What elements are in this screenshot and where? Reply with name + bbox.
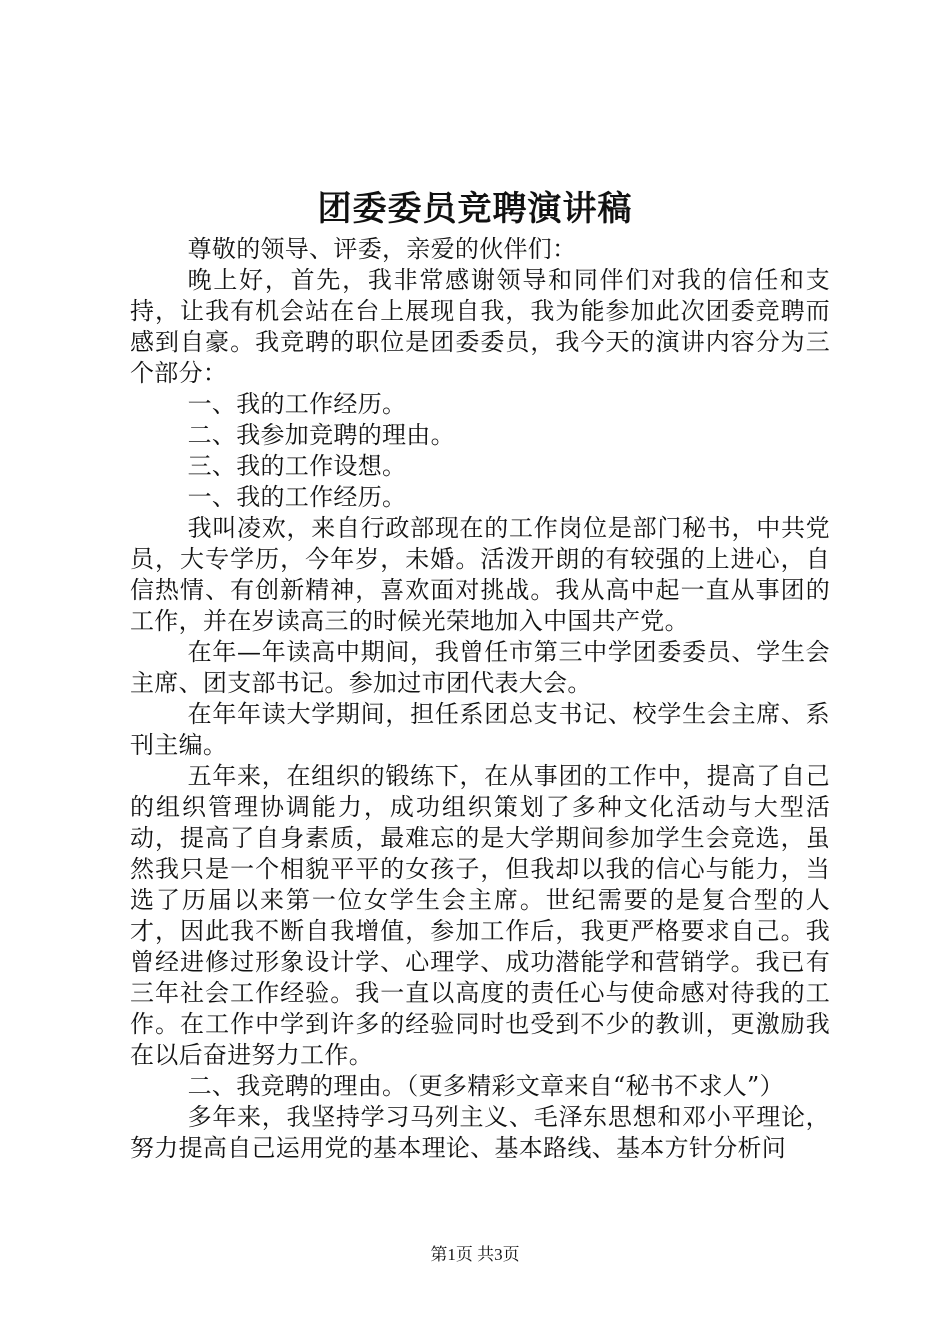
paragraph: 五年来，在组织的锻练下，在从事团的工作中，提高了自己的组织管理协调能力，成功组织策划了多种文化活动与大型活动，提高了自身素质，最难忘的是大学期间参加学生会竞选，虽然我只是一个相貌平平的女孩子，但我却以我的信心与能力，当选了历届以来第一位女学生会主席。世纪需要的是复合型的人才，因此我不断自我增值，参加工作后，我更严格要求自己。我曾经进修过形象设计学、心理学、成功潜能学和营销学。我已有三年社会工作经验。我一直以高度的责任心与使命感对待我的工作。在工作中学到许多的经验同时也受到不少的教训，更激励我在以后奋进努力工作。 [130, 762, 830, 1069]
paragraph: 多年来，我坚持学习马列主义、毛泽东思想和邓小平理论，努力提高自己运用党的基本理论、基本路线、基本方针分析问 [130, 1103, 830, 1162]
section-heading: 二、我竞聘的理由。（更多精彩文章来自“秘书不求人”） [187, 1072, 784, 1100]
paragraph-outline-item: 三、我的工作设想。 [187, 452, 407, 480]
paragraph: 在年年读大学期间，担任系团总支书记、校学生会主席、系刊主编。 [130, 700, 830, 759]
section-heading: 一、我的工作经历。 [187, 483, 407, 511]
paragraph-outline-item: 一、我的工作经历。 [187, 390, 407, 418]
paragraph: 我叫凌欢，来自行政部现在的工作岗位是部门秘书，中共党员，大专学历，今年岁，未婚。活泼开朗的有较强的上进心，自信热情、有创新精神，喜欢面对挑战。我从高中起一直从事团的工作，并在岁读高三的时候光荣地加入中国共产党。 [130, 514, 830, 635]
paragraph: 在年—年读高中期间，我曾任市第三中学团委委员、学生会主席、团支部书记。参加过市团代表大会。 [130, 638, 830, 697]
paragraph: 晚上好，首先，我非常感谢领导和同伴们对我的信任和支持，让我有机会站在台上展现自我，我为能参加此次团委竞聘而感到自豪。我竞聘的职位是团委委员，我今天的演讲内容分为三个部分： [130, 266, 830, 387]
document-title: 团委委员竞聘演讲稿 [317, 189, 633, 229]
paragraph-salutation: 尊敬的领导、评委，亲爱的伙伴们： [187, 235, 577, 263]
page-footer: 第1页 共3页 [430, 1245, 520, 1264]
paragraph-outline-item: 二、我参加竞聘的理由。 [187, 421, 455, 449]
document-body [130, 234, 830, 1164]
